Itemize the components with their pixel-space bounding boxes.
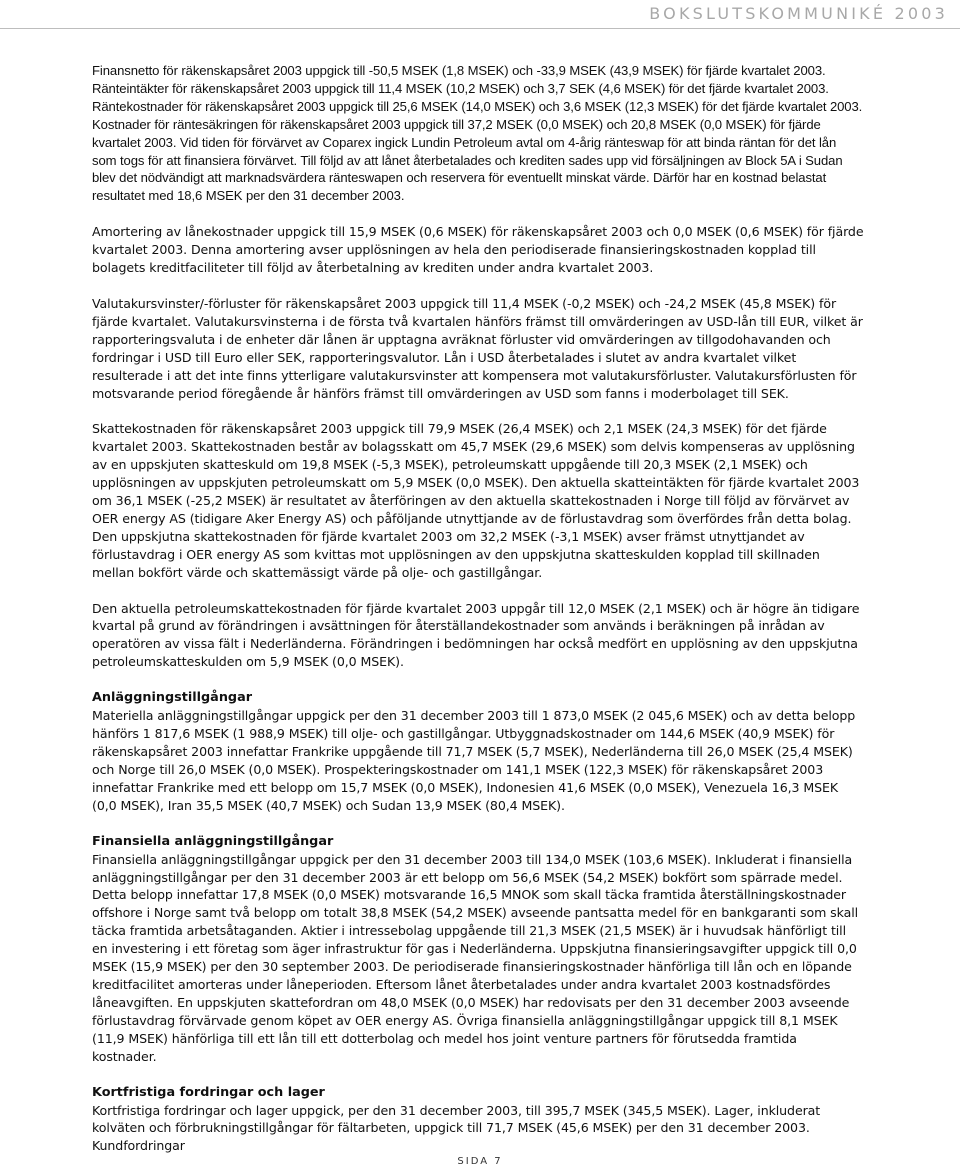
section-heading: Anläggningstillgångar (92, 690, 253, 706)
section-heading: Finansiella anläggningstillgångar (92, 833, 334, 849)
section-kortfristiga-fordringar (92, 1084, 864, 1156)
section-heading: Kortfristiga fordringar och lager (92, 1084, 325, 1100)
section-body: Materiella anläggningstillgångar uppgick per den 31 december 2003 till 1 873,0 MSEK (2 045,6 MSEK) och av detta belopp hänförs 1 817,6 MSEK (1 988,9 MSEK) till olje- och gastillgångar. Utbyggnadskostnader om 144,6 MSEK (40,9 MSEK) för räkenskapsåret 2003 innefattar Frankrike uppgående till 71,7 MSEK (5,7 MSEK), Nederländerna till 26,0 MSEK (25,4 MSEK) och Norge till 26,0 MSEK (0,0 MSEK). Prospekteringskostnader om 141,1 MSEK (122,3 MSEK) för räkenskapsåret 2003 innefattar Frankrike med ett belopp om 15,7 MSEK (0,0 MSEK), Indonesien 41,6 MSEK (0,0 MSEK), Venezuela 16,3 MSEK (0,0 MSEK), Iran 35,5 MSEK (40,7 MSEK) och Sudan 13,9 MSEK (80,4 MSEK). (92, 708, 856, 813)
paragraph-amortering: Amortering av lånekostnader uppgick till 15,9 MSEK (0,6 MSEK) för räkenskapsåret 2003 och 0,0 MSEK (0,6 MSEK) för fjärde kvartalet 2003. Denna amortering avser upplösningen av hela den periodiserade finansieringskostnaden kopplad till bolagets kreditfaciliteter till följd av återbetalning av krediten under andra kvartalet 2003. (92, 224, 864, 276)
paragraph-skattekostnad: Skattekostnaden för räkenskapsåret 2003 uppgick till 79,9 MSEK (26,4 MSEK) och 2,1 MSEK (24,3 MSEK) för det fjärde kvartalet 2003. Skattekostnaden består av bolagsskatt om 45,7 MSEK (29,6 MSEK) som delvis kompenseras av upplösning av en uppskjuten skatteskuld om 19,8 MSEK (-5,3 MSEK), petroleumskatt uppgående till 20,3 MSEK (2,1 MSEK) och upplösningen av uppskjuten petroleumskatt om 5,9 MSEK (0,0 MSEK). Den aktuella skatteintäkten för fjärde kvartalet 2003 om 36,1 MSEK (-25,2 MSEK) är resultatet av återföringen av den aktuella skattekostnaden i Norge till följd av förvärvet av OER energy AS (tidigare Aker Energy AS) och påföljande utnyttjande av de förlustavdrag som överfördes från detta bolag. Den uppskjutna skattekostnaden för fjärde kvartalet 2003 om 32,2 MSEK (-3,1 MSEK) avser främst utnyttjandet av förlustavdrag i OER energy AS som kvittas mot upplösningen av den uppskjutna skatteskulden kopplad till skillnaden mellan bokfört värde och skattemässigt värde på olje- och gastillgångar. (92, 421, 860, 580)
paragraph-valutakurs: Valutakursvinster/-förluster för räkenskapsåret 2003 uppgick till 11,4 MSEK (-0,2 MSEK) och -24,2 MSEK (45,8 MSEK) för fjärde kvartalet. Valutakursvinsterna i de första två kvartalen hänförs främst till omvärderingen av USD-lån till EUR, vilket är rapporteringsvaluta i de enheter där lånen är upptagna avräknat förluster vid omvärderingen av tillgodohavanden och fordringar i USD till Euro eller SEK, rapporteringsvalutor. Lån i USD återbetalades i slutet av andra kvartalet vilket resulterade i att det inte finns ytterligare valutakursvinster att kompensera mot valutakursförluster. Valutakursförlusten för motsvarande period föregående år hänförs främst till omvärderingen av USD som fanns i moderbolaget till SEK. (92, 295, 863, 401)
document-header-title: BOKSLUTSKOMMUNIKÉ 2003 (649, 4, 948, 23)
paragraph-finansnetto: Finansnetto för räkenskapsåret 2003 uppgick till -50,5 MSEK (1,8 MSEK) och -33,9 MSEK (43,9 MSEK) för fjärde kvartalet 2003. Ränteintäkter för räkenskapsåret 2003 uppgick till 11,4 MSEK (10,2 MSEK) och 3,7 SEK (4,6 MSEK) för det fjärde kvartalet 2003. Räntekostnader för räkenskapsåret 2003 uppgick till 25,6 MSEK (14,0 MSEK) och 3,6 MSEK (12,3 MSEK) för det fjärde kvartalet 2003. Kostnader för räntesäkringen för räkenskapsåret 2003 uppgick till 37,2 MSEK (0,0 MSEK) och 20,8 MSEK (0,0 MSEK) för fjärde kvartalet 2003. Vid tiden för förvärvet av Coparex ingick Lundin Petroleum avtal om 4-årig ränteswap för att binda räntan för det lån som togs för att finansiera förvärvet. Till följd av att lånet återbetalades och krediten sades upp vid försäljningen av Block 5A i Sudan blev det nödvändigt att marknadsvärdera ränteswapen och reservera för eventuellt minskat värde. Därför har en kostnad belastat resultatet med 18,6 MSEK per den 31 december 2003. (92, 63, 863, 204)
document-body (92, 62, 864, 1155)
section-body: Finansiella anläggningstillgångar uppgick per den 31 december 2003 till 134,0 MSEK (103,6 MSEK). Inkluderat i finansiella anläggningstillgångar per den 31 december 2003 är ett belopp om 56,6 MSEK (54,2 MSEK) bokfört som spärrade medel. Detta belopp innefattar 17,8 MSEK (0,0 MSEK) motsvarande 16,5 MNOK som skall täcka framtida återställningskostnader offshore i Norge samt två belopp om totalt 38,8 MSEK (54,2 MSEK) avseende pantsatta medel för en bankgaranti som skall täcka framtida arbetsåtaganden. Aktier i intressebolag uppgående till 21,3 MSEK (21,5 MSEK) är i huvudsak hänförligt till en investering i ett företag som äger infrastruktur för gas i Nederländerna. Uppskjutna finansieringsavgifter uppgick till 0,0 MSEK (15,9 MSEK) per den 30 september 2003. De periodiserade finansieringskostnader hänförliga till lån och en löpande kreditfacilitet amorteras under låneperioden. Eftersom lånet återbetalades under andra kvartalet 2003 kostnadsfördes låneavgiften. En uppskjuten skattefordran om 48,0 MSEK (0,0 MSEK) har redovisats per den 31 december 2003 avseende förlustavdrag förvärvade genom köpet av OER energy AS. Övriga finansiella anläggningstillgångar uppgick till 8,1 MSEK (11,9 MSEK) hänförliga till ett lån till ett dotterbolag och medel hos joint venture partners för förutsedda framtida kostnader. (92, 851, 859, 1064)
section-anlaggningstillgangar (92, 689, 864, 814)
section-finansiella-anlaggningstillgangar (92, 833, 864, 1066)
section-body: Kortfristiga fordringar och lager uppgick, per den 31 december 2003, till 395,7 MSEK (345,5 MSEK). Lager, inkluderat kolväten och förbrukningstillgångar för fältarbeten, uppgick till 71,7 MSEK (45,6 MSEK) per den 31 december 2003. Kundfordringar (92, 1102, 821, 1154)
page-number: SIDA 7 (457, 1156, 503, 1167)
header-divider (0, 28, 960, 29)
paragraph-petroleumskatt: Den aktuella petroleumskattekostnaden för fjärde kvartalet 2003 uppgår till 12,0 MSEK (2,1 MSEK) och är högre än tidigare kvartal på grund av förändringen i avsättningen för återställandekostnader som används i beräkningen på inrådan av operatören av vissa fält i Nederländerna. Förändringen i bedömningen har också medfört en upplösning av den uppskjutna petroleumskatteskulden om 5,9 MSEK (0,0 MSEK). (92, 600, 860, 670)
